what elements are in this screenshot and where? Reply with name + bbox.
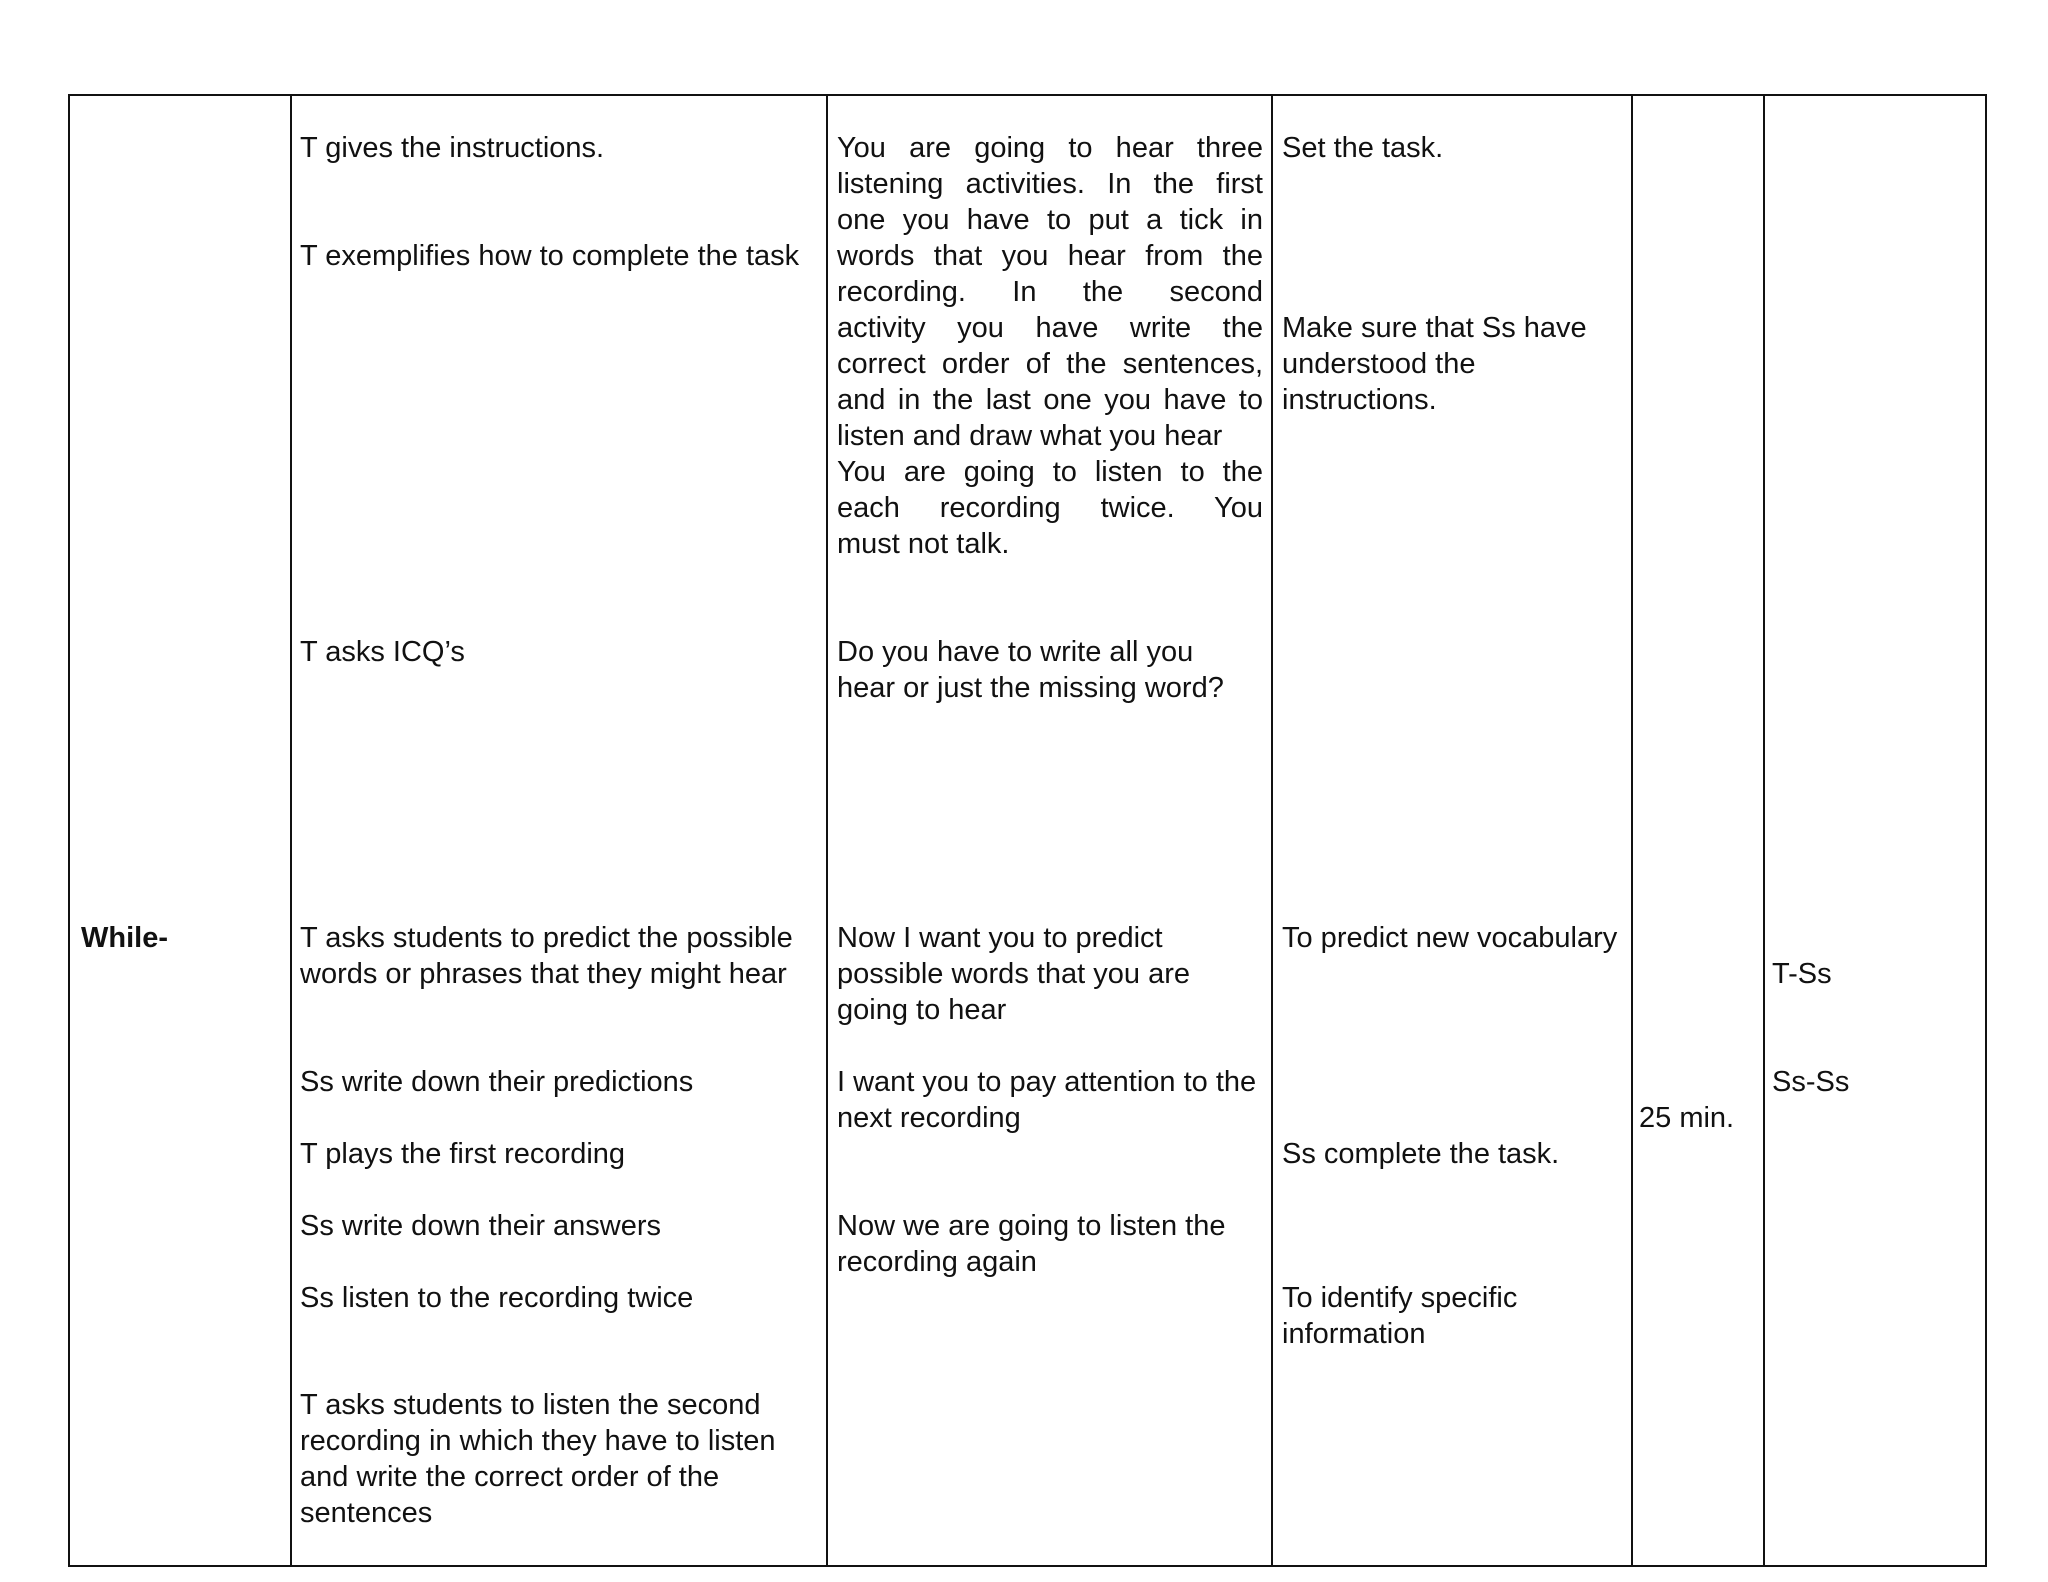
procedure-step: T gives the instructions. [300, 132, 605, 164]
column-divider [1763, 96, 1765, 1565]
instructions-line: listening activities. In the first [837, 168, 1263, 200]
teacher-talk: Now we are going to listen the recording again [837, 1210, 1226, 1278]
procedure-step: T asks students to listen the second recording in which they have to listen and write the correct order of the sentences [300, 1389, 776, 1529]
time-value: 25 min. [1639, 1102, 1735, 1134]
procedure-step: Ss write down their predictions [300, 1066, 694, 1098]
teacher-talk: I want you to pay attention to the next recording [837, 1066, 1257, 1134]
procedure-step: Ss write down their answers [300, 1210, 662, 1242]
aim-text: To predict new vocabulary [1282, 922, 1618, 954]
procedure-step: T asks ICQ’s [300, 636, 465, 668]
procedure-step: T plays the first recording [300, 1138, 626, 1170]
column-divider [1271, 96, 1273, 1565]
aim-text: Make sure that Ss have understood the instructions. [1282, 312, 1587, 416]
instructions-line: You are going to listen to the [837, 456, 1263, 488]
instructions-line: You are going to hear three [837, 132, 1263, 164]
instructions-line: one you have to put a tick in [837, 204, 1263, 236]
instructions-line: activity you have write the [837, 312, 1263, 344]
instructions-line: each recording twice. You [837, 492, 1263, 524]
instructions-line: correct order of the sentences, [837, 348, 1263, 380]
column-divider [290, 96, 292, 1565]
column-divider [826, 96, 828, 1565]
instructions-line: must not talk. [837, 528, 1010, 560]
instructions-line: and in the last one you have to [837, 384, 1263, 416]
icq-question: Do you have to write all you hear or just the missing word? [837, 636, 1224, 704]
column-divider [1631, 96, 1633, 1565]
instructions-line: listen and draw what you hear [837, 420, 1223, 452]
aim-text: To identify specific information [1282, 1282, 1518, 1350]
interaction-pattern: Ss-Ss [1772, 1066, 1850, 1098]
stage-label: While- [81, 922, 168, 954]
instructions-line: recording. In the second [837, 276, 1263, 308]
instructions-line: words that you hear from the [837, 240, 1263, 272]
procedure-step: T exemplifies how to complete the task [300, 240, 800, 272]
instructions-text [837, 130, 1263, 562]
teacher-talk: Now I want you to predict possible words that you are going to hear [837, 922, 1191, 1026]
procedure-step: T asks students to predict the possible words or phrases that they might hear [300, 922, 793, 990]
aim-text: Ss complete the task. [1282, 1138, 1560, 1170]
procedure-step: Ss listen to the recording twice [300, 1282, 694, 1314]
aim-text: Set the task. [1282, 132, 1444, 164]
interaction-pattern: T-Ss [1772, 958, 1832, 990]
